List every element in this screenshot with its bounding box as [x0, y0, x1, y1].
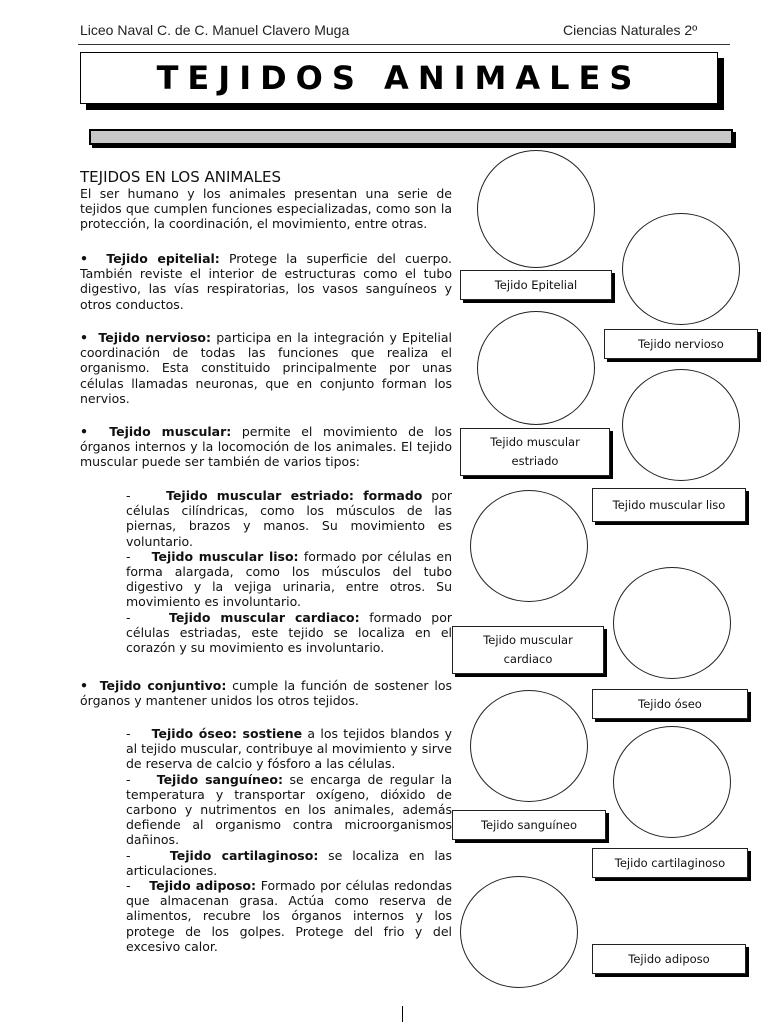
term-estriado: Tejido muscular estriado: formado	[166, 488, 423, 503]
dash: -	[126, 878, 131, 894]
circle-oseo	[613, 567, 731, 679]
label-sanguineo: Tejido sanguíneo	[452, 810, 606, 840]
list-item	[126, 610, 452, 656]
conjuntivo-paragraph	[80, 678, 452, 708]
bullet: •	[80, 251, 88, 266]
term-cardiaco: Tejido muscular cardiaco:	[168, 609, 360, 625]
desc-cardiaco: formado por células estriadas, este tejido se localiza en el corazón y su movimiento es involuntario.	[126, 609, 452, 656]
decorative-bar	[89, 129, 733, 145]
term-muscular: Tejido muscular:	[109, 424, 232, 439]
bullet: •	[80, 424, 88, 439]
circle-epitelial	[477, 150, 595, 268]
desc-oseo: a los tejidos blandos y al tejido muscular, contribuye al movimiento y sirve de reserva de calcio y fósforo a las células.	[126, 726, 452, 772]
term-liso: Tejido muscular liso:	[151, 548, 299, 564]
term-adiposo: Tejido adiposo:	[149, 878, 257, 894]
list-item	[126, 878, 452, 954]
school-name: Liceo Naval C. de C. Manuel Clavero Muga	[80, 22, 350, 38]
desc-liso: formado por células en forma alargada, como los músculos del tubo digestivo y la vejiga urinaria, entre otros. Su movimiento es involuntario.	[126, 548, 452, 610]
label-muscular-cardiaco: Tejido muscular cardiaco	[452, 626, 604, 674]
term-sanguineo: Tejido sanguíneo:	[156, 771, 283, 787]
header-divider	[78, 44, 730, 45]
desc-epitelial: Protege la superficie del cuerpo. También reviste el interior de estructuras como el tubo digestivo, las vías respiratorias, los vasos sanguíneos y otros conductos.	[80, 251, 452, 312]
circle-adiposo	[460, 876, 578, 988]
circle-sanguineo	[470, 690, 588, 802]
term-cartilaginoso: Tejido cartilaginoso:	[169, 847, 319, 863]
dash: -	[126, 609, 131, 625]
label-muscular-estriado: Tejido muscular estriado	[460, 428, 610, 476]
desc-estriado: por células cilíndricas, como los músculos de las piernas, brazos y manos. Su movimiento es voluntario.	[126, 488, 452, 549]
circle-nervioso	[622, 213, 740, 325]
desc-nervioso: participa en la integración y Epitelial coordinación de todas las funciones que realiza el organismo. Esta constituido principalmente por unas células llamadas neuronas, que en conjunto forman los nervios.	[80, 330, 453, 406]
label-muscular-liso: Tejido muscular liso	[592, 488, 746, 522]
list-item	[126, 848, 452, 878]
muscular-subtypes	[126, 488, 452, 655]
term-nervioso: Tejido nervioso:	[98, 330, 212, 345]
label-nervioso: Tejido nervioso	[604, 329, 758, 359]
circle-cartilaginoso	[613, 726, 731, 838]
list-item	[126, 726, 452, 772]
bullet: •	[80, 678, 88, 693]
desc-sanguineo: se encarga de regular la temperatura y transportar oxígeno, dióxido de carbono y nutrimentos en los animales, además defiende al organismo contra microorganismos dañinos.	[126, 771, 452, 848]
dash: -	[126, 488, 131, 503]
desc-cartilaginoso: se localiza en las articulaciones.	[126, 847, 452, 878]
section-title: TEJIDOS EN LOS ANIMALES	[80, 168, 281, 186]
dash: -	[126, 847, 131, 863]
bullet: •	[80, 330, 88, 345]
title-box	[80, 52, 718, 104]
desc-conjuntivo: cumple la función de sostener los órganos y mantener unidos los otros tejidos.	[80, 678, 452, 709]
dash: -	[126, 726, 131, 741]
dash: -	[126, 548, 131, 564]
page-title: TEJIDOS ANIMALES	[156, 59, 642, 97]
circle-muscular-cardiaco	[470, 490, 588, 602]
desc-adiposo: Formado por células redondas que almacenan grasa. Actúa como reserva de alimentos, recubre los órganos internos y los protege de los golpes. Protege del frio y del excesivo calor.	[126, 878, 452, 954]
label-adiposo: Tejido adiposo	[592, 944, 746, 974]
epitelial-paragraph	[80, 251, 452, 312]
page-marker	[402, 1006, 403, 1022]
circle-muscular-estriado	[477, 311, 595, 425]
list-item	[126, 772, 452, 848]
label-epitelial: Tejido Epitelial	[460, 270, 612, 300]
term-oseo: Tejido óseo: sostiene	[151, 726, 303, 741]
circle-muscular-liso	[622, 369, 740, 481]
subject-name: Ciencias Naturales 2º	[563, 22, 698, 38]
conjuntivo-subtypes	[126, 726, 452, 954]
list-item	[126, 488, 452, 549]
term-epitelial: Tejido epitelial:	[106, 251, 220, 266]
intro-paragraph: El ser humano y los animales presentan una serie de tejidos que cumplen funciones especializadas, como son la protección, la coordinación, el movimiento, entre otras.	[80, 186, 452, 232]
muscular-paragraph	[80, 424, 452, 470]
dash: -	[126, 771, 131, 787]
desc-muscular: permite el movimiento de los órganos internos y la locomoción de los animales. El tejido muscular puede ser también de varios tipos:	[80, 424, 452, 470]
term-conjuntivo: Tejido conjuntivo:	[99, 678, 227, 693]
nervioso-paragraph	[80, 330, 452, 406]
list-item	[126, 549, 452, 610]
label-cartilaginoso: Tejido cartilaginoso	[592, 848, 748, 878]
label-oseo: Tejido óseo	[592, 689, 748, 719]
